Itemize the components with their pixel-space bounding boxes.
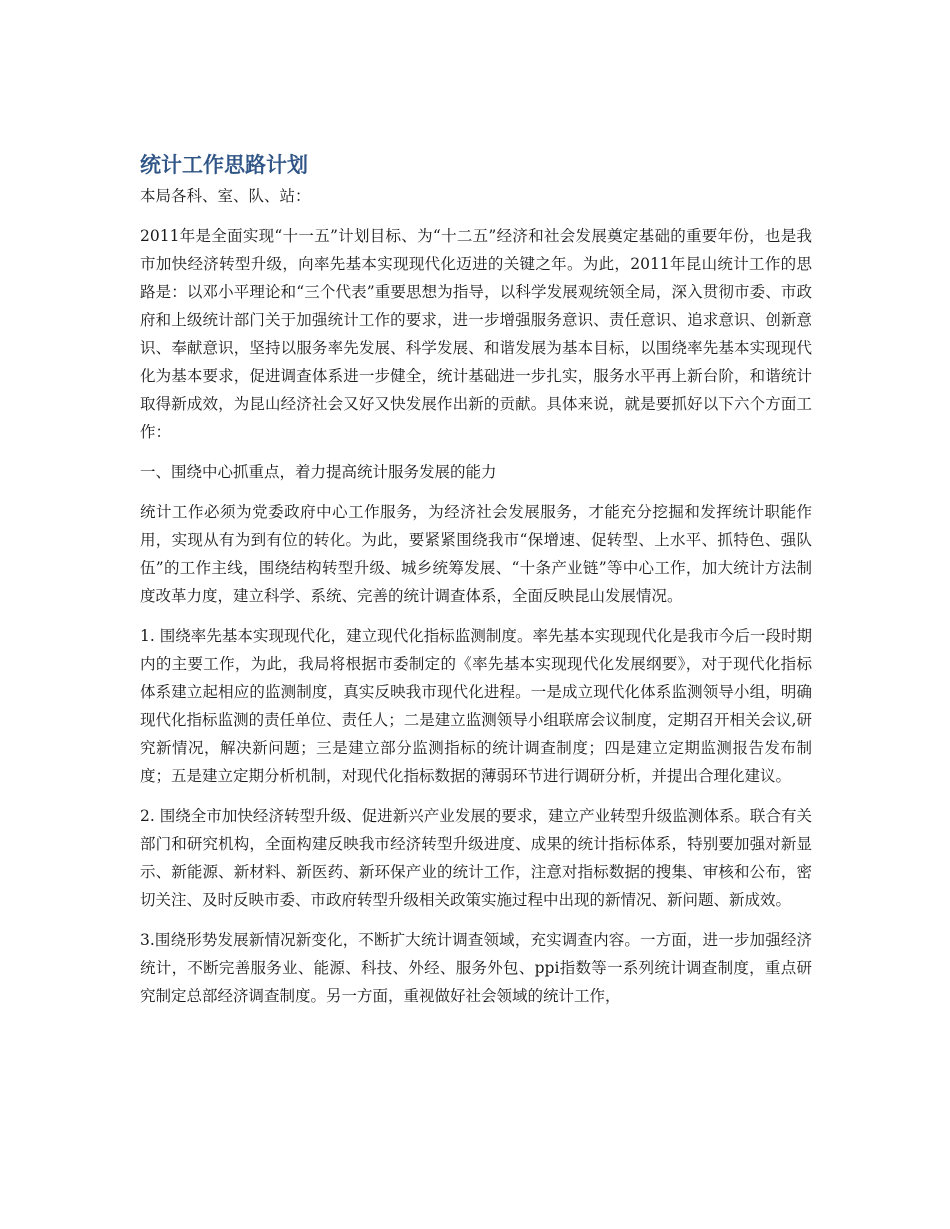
document-title: 统计工作思路计划 — [140, 153, 308, 177]
section-1-heading: 一、围绕中心抓重点，着力提高统计服务发展的能力 — [140, 463, 497, 481]
section-1-paragraph: 统计工作必须为党委政府中心工作服务，为经济社会发展服务，才能充分挖掘和发挥统计职能作用，实现从有为到有位的转化。为此，要紧紧围绕我市“保增速、促转型、上水平、抓特色、强队伍”的工作主线，围绕结构转型升级、城乡统筹发展、“十条产业链”等中心工作，加大统计方法制度改革力度，建立科学、系统、完善的统计调查体系，全面反映昆山发展情况。 — [140, 503, 812, 605]
item-3-paragraph: 3.围绕形势发展新情况新变化，不断扩大统计调查领域，充实调查内容。一方面，进一步加强经济统计，不断完善服务业、能源、科技、外经、服务外包、ppi指数等一系列统计调查制度，重点研究制定总部经济调查制度。另一方面，重视做好社会领域的统计工作， — [140, 931, 812, 1005]
salutation: 本局各科、室、队、站： — [140, 187, 311, 205]
document-page — [140, 150, 812, 1022]
intro-paragraph: 2011年是全面实现“十一五”计划目标、为“十二五”经济和社会发展奠定基础的重要年份，也是我市加快经济转型升级，向率先基本实现现代化迈进的关键之年。为此，2011年昆山统计工作的思路是：以邓小平理论和“三个代表”重要思想为指导，以科学发展观统领全局，深入贯彻市委、市政府和上级统计部门关于加强统计工作的要求，进一步增强服务意识、责任意识、追求意识、创新意识、奉献意识，坚持以服务率先发展、科学发展、和谐发展为基本目标，以围绕率先基本实现现代化为基本要求，促进调查体系进一步健全，统计基础进一步扎实，服务水平再上新台阶，和谐统计取得新成效，为昆山经济社会又好又快发展作出新的贡献。具体来说，就是要抓好以下六个方面工作： — [140, 227, 812, 441]
item-1-paragraph: 1. 围绕率先基本实现现代化，建立现代化指标监测制度。率先基本实现现代化是我市今后一段时期内的主要工作，为此，我局将根据市委制定的《率先基本实现现代化发展纲要》，对于现代化指标体系建立起相应的监测制度，真实反映我市现代化进程。一是成立现代化体系监测领导小组，明确现代化指标监测的责任单位、责任人；二是建立监测领导小组联席会议制度，定期召开相关会议,研究新情况，解决新问题；三是建立部分监测指标的统计调查制度；四是建立定期监测报告发布制度；五是建立定期分析机制，对现代化指标数据的薄弱环节进行调研分析，并提出合理化建议。 — [140, 627, 813, 785]
item-2-paragraph: 2. 围绕全市加快经济转型升级、促进新兴产业发展的要求，建立产业转型升级监测体系。联合有关部门和研究机构，全面构建反映我市经济转型升级进度、成果的统计指标体系，特别要加强对新显示、新能源、新材料、新医药、新环保产业的统计工作，注意对指标数据的搜集、审核和公布，密切关注、及时反映市委、市政府转型升级相关政策实施过程中出现的新情况、新问题、新成效。 — [140, 807, 813, 909]
